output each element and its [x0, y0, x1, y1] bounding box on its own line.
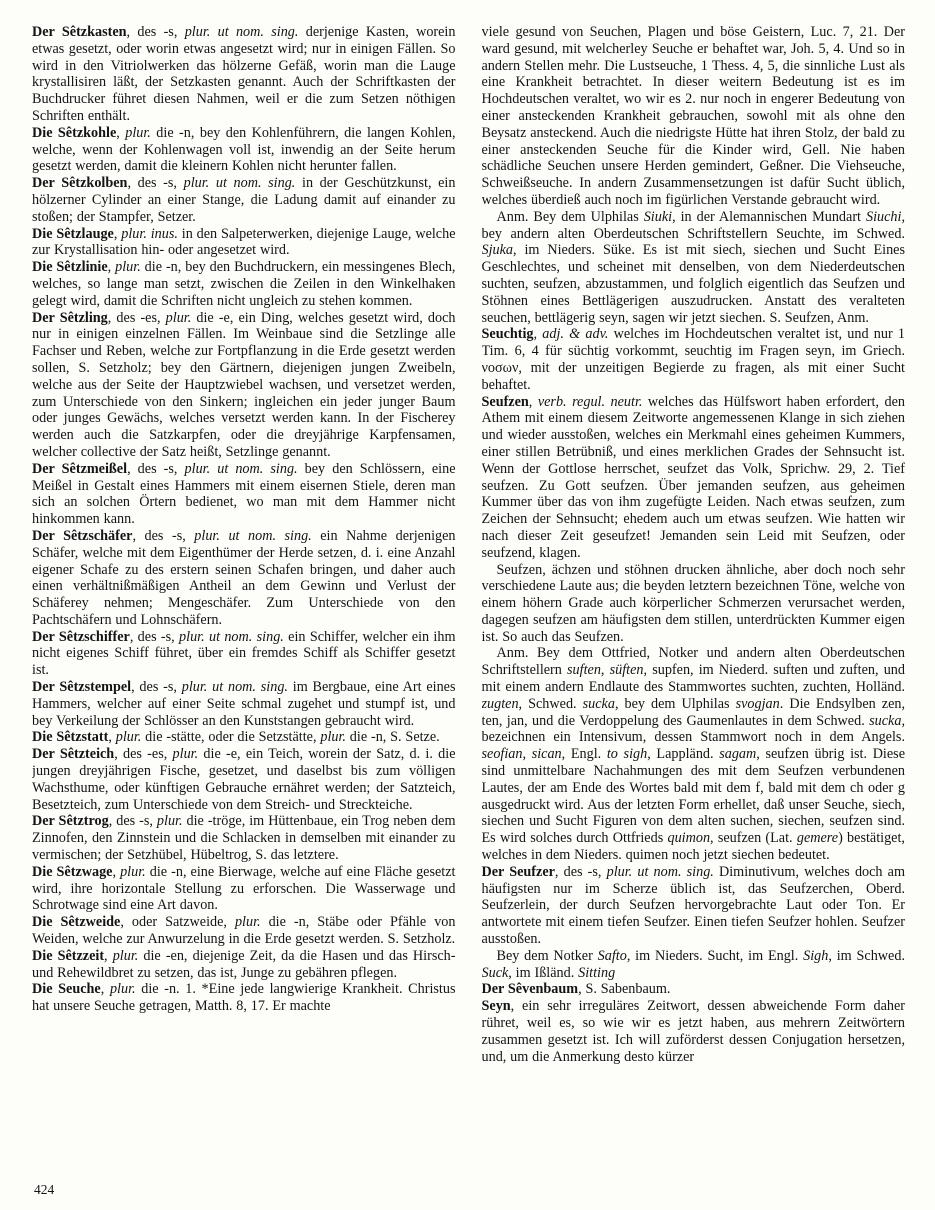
- grammar-label: plur.: [109, 981, 136, 998]
- entry-text: die -stätte, oder die Setzstätte,: [141, 729, 321, 746]
- entry-text: , des -s,: [127, 460, 185, 477]
- entry-headword: Der Sêtzschäfer: [32, 527, 133, 544]
- entry-headword: Der Sêtzteich: [32, 746, 115, 763]
- grammar-label: adj. & adv.: [542, 326, 609, 343]
- grammar-label: plur.: [156, 813, 183, 830]
- entry-headword: Die Seuche: [32, 981, 101, 998]
- grammar-label: svogjan: [735, 695, 780, 712]
- entry-seuche-continuation: [482, 24, 906, 209]
- entry-text: , im Schwed.: [828, 947, 905, 964]
- entry-text: , des -s,: [131, 679, 182, 696]
- entry-headword: Die Sêtzkohle: [32, 124, 117, 141]
- entry-text: , im Ißländ.: [508, 964, 579, 981]
- entry-text: ,: [112, 863, 121, 880]
- two-column-text-area: [32, 24, 905, 1065]
- grammar-label: plur. inus.: [121, 225, 178, 242]
- left-column: [32, 24, 456, 1065]
- grammar-label: sucka: [582, 695, 615, 712]
- grammar-label: plur.: [115, 729, 142, 746]
- entry-text: , des -s,: [126, 24, 185, 40]
- entry-setzlinie: [32, 259, 456, 309]
- entry-headword: Seuchtig: [481, 326, 534, 343]
- entry-headword: Der Sêtztrog: [32, 813, 109, 830]
- grammar-label: Siuchi: [865, 208, 902, 225]
- entry-text: , Lappländ.: [647, 746, 720, 763]
- grammar-label: seofian, sican: [481, 746, 562, 763]
- entry-sevenbaum: [482, 981, 906, 998]
- entry-text: , Engl.: [561, 746, 607, 763]
- entry-text: die -n, bey den Buchdruckern, ein messingenes Blech, welches, so lange man setzt, zwischen die Zeilen in den Winkelhaken gelegt wird, damit die Schriften nicht ungleich zu stehen kommen.: [32, 259, 456, 309]
- entry-text: die -n. 1. *Eine jede langwierige Krankheit. Christus hat unsere Seuche getragen, Matth. 8, 17. Er machte: [32, 981, 456, 1015]
- grammar-label: süften: [609, 662, 644, 679]
- entry-text: , Schwed.: [518, 695, 583, 712]
- entry-seuche: [32, 981, 456, 1015]
- entry-text: bey den Schlössern, eine Meißel in Gestalt eines Hammers mit einem eisernen Stiele, deren man sich an solchen Örtern bedienet, wo man mit dem Hammer nicht hinkommen kann.: [32, 460, 456, 528]
- grammar-label: plur. ut nom. sing.: [181, 679, 288, 696]
- grammar-label: plur.: [115, 259, 141, 276]
- entry-setzwage: [32, 864, 456, 914]
- entry-text: , oder Satzweide,: [120, 914, 235, 931]
- entry-setzzeit: [32, 948, 456, 982]
- entry-setzschaefer: [32, 528, 456, 629]
- entry-headword: Die Sêtzwage: [32, 863, 113, 880]
- entry-text: Bey dem Notker: [496, 947, 598, 964]
- entry-text: ,: [113, 225, 122, 242]
- page-number: 424: [34, 1182, 55, 1197]
- grammar-label: plur. ut nom. sing.: [179, 628, 284, 645]
- entry-text: , des -es,: [107, 309, 166, 326]
- grammar-label: plur.: [165, 309, 192, 326]
- entry-text: , ein sehr irreguläres Zeitwort, dessen abweichende Form daher rühret, weil es, so wie wir es jetzt haben, aus mehrern Zeitwörtern zusammen gesetzt ist. Ich will zuförderst dessen Conjugation hersetzen, und, um die Anmerkung desto kürzer: [481, 998, 905, 1065]
- entry-text: Anm. Bey dem Ottfried, Notker und andern alten Oberdeutschen Schriftstellern: [481, 645, 905, 679]
- entry-setztrog: [32, 813, 456, 863]
- entry-text: ,: [104, 947, 113, 964]
- entry-text: ,: [108, 729, 116, 746]
- entry-text: , im Nieders. Sucht, im Engl.: [626, 947, 804, 964]
- entry-headword: Der Sêtzkasten: [32, 24, 127, 40]
- entry-text: in der Geschützkunst, ein hölzerner Cylinder an einer Stange, die Ladung damit auf einander zu stoßen; der Stampfer, Setzer.: [32, 175, 456, 225]
- grammar-label: Sigh: [803, 947, 829, 964]
- entry-headword: Die Sêtzweide: [32, 914, 121, 931]
- grammar-label: zugten: [481, 695, 519, 712]
- grammar-label: plur.: [172, 746, 199, 763]
- entry-headword: Die Sêtzlauge: [32, 225, 114, 242]
- entry-text: im Bergbaue, eine Art eines Hammers, welcher auf einer Seite schmal zugehet und stumpf ist, und bey Verkeilung der Schlösser an den Kunststangen gebraucht wird.: [32, 679, 456, 729]
- seuche-anmerkung: [482, 209, 906, 327]
- grammar-label: plur.: [320, 729, 346, 746]
- entry-text: , in der Alemannischen Mundart: [672, 208, 866, 225]
- entry-headword: Seufzen: [481, 393, 529, 410]
- entry-headword: Der Seufzer: [481, 863, 555, 880]
- entry-text: , des -es,: [114, 746, 173, 763]
- grammar-label: plur.: [112, 947, 139, 964]
- entry-text: , des -s,: [132, 527, 195, 544]
- grammar-label: sagam: [719, 746, 757, 763]
- entry-text: ,: [116, 124, 126, 141]
- entry-text: , seufzen (Lat.: [710, 830, 797, 847]
- entry-text: die -n, Stäbe oder Pfähle von Weiden, welche zur Anwurzelung in die Erde gesetzt werden. S. Setzholz.: [32, 914, 456, 948]
- entry-setzstatt: [32, 729, 456, 746]
- entry-setzkolben: [32, 175, 456, 225]
- entry-text: ) bestätiget, welches in dem Nieders. quimen noch jetzt siechen bedeutet.: [481, 830, 905, 864]
- entry-text: , des -s,: [108, 813, 157, 830]
- grammar-label: sucka: [869, 712, 902, 729]
- entry-text: , des -s,: [129, 628, 180, 645]
- entry-text: ein Nahme derjenigen Schäfer, welche mit dem Eigenthümer der Herde setzen, d. i. eine Anzahl eigener Schafe zu des erstern seinen Schafen bringen, und daher auch einen verhältnißmäßigen Antheil an dem Gewinn und Verlust der Schäferey nehmen; Mengeschäfer. Zum Unterschiede von den Pachtschäfern und Lohnschäfern.: [32, 527, 456, 628]
- entry-setzkasten: [32, 24, 456, 125]
- entry-text: ,: [528, 393, 538, 410]
- entry-text: die -e, ein Teich, worein der Satz, d. i. die jungen dreyjährigen Fische, gesetzet, und daselbst bis zum völligen Wachsthume, oder künftigen Gebrauche ernähret werden; der Satzteich, Besetzteich, zum Unterschiede von dem Streich- und Streckteiche.: [32, 746, 456, 813]
- entry-text: , supfen, im Niederd. suften und zuften, und mit einem andern Endlaute des Stammwortes suchten, zuchten, Holländ.: [481, 662, 905, 696]
- entry-seuchtig: [482, 326, 906, 393]
- entry-text: , bezeichnen ein Intensivum, dessen Stammwort noch in dem Angels.: [481, 712, 905, 746]
- grammar-label: plur.: [234, 914, 261, 931]
- entry-setzschiffer: [32, 629, 456, 679]
- entry-headword: Der Sêtzstempel: [32, 679, 132, 696]
- entry-setzstempel: [32, 679, 456, 729]
- entry-text: die -n, S. Setze.: [345, 729, 440, 746]
- grammar-label: Sitting: [578, 964, 616, 981]
- entry-headword: Der Sêtzschiffer: [32, 628, 130, 645]
- entry-text: die -n, bey den Kohlenführern, die langen Kohlen, welche, wenn der Kohlenwagen voll ist, inwendig an der Seite herum gesetzt werden, damit die kleinern Kohlen nicht herunter fallen.: [32, 124, 456, 175]
- entry-headword: Seyn: [481, 998, 511, 1015]
- entry-text: derjenige Kasten, worein etwas gesetzt, oder worin etwas angesetzt wird; nur in einigen Fällen. So wird in den Vitriolwerken das hölzerne Gefäß, worin man die Lauge krystallisiren läßt, der Setzkasten genannt. Auch der Schriftkasten der Buchdrucker führet diesen Nahmen, weil er die zum Setzen nöthigen Schriften enthält.: [32, 24, 456, 124]
- entry-text: , S. Sabenbaum.: [578, 981, 671, 998]
- entry-text: die -tröge, im Hüttenbaue, ein Trog neben dem Zinnofen, den Zinnstein und die Schlacken in demselben mit einander zu vermischen; der Setzhübel, Hübeltrog, S. das letztere.: [32, 813, 456, 864]
- grammar-label: plur. ut nom. sing.: [184, 460, 298, 477]
- entry-headword: Die Sêtzstatt: [32, 729, 109, 746]
- grammar-label: verb. regul. neutr.: [537, 393, 643, 410]
- entry-text: ,: [107, 259, 116, 276]
- seufzer-anmerkung: [482, 948, 906, 982]
- right-column: [482, 24, 906, 1065]
- grammar-label: to sigh: [606, 746, 648, 763]
- entry-setzling: [32, 310, 456, 461]
- entry-text: , bey andern alten Oberdeutschen Schriftstellern Seuchte, im Schwed.: [481, 208, 905, 242]
- entry-text: , des -s,: [554, 863, 607, 880]
- grammar-label: Suck: [481, 964, 509, 981]
- entry-text: die -en, diejenige Zeit, da die Hasen und das Hirsch- und Rehewildbret zu setzen, das ist, Junge zu gebähren pflegen.: [32, 947, 456, 981]
- grammar-label: Safto: [597, 947, 627, 964]
- grammar-label: Sjuka: [481, 242, 514, 259]
- entry-seufzer: [482, 864, 906, 948]
- entry-text: viele gesund von Seuchen, Plagen und böse Geistern, Luc. 7, 21. Der ward gesund, mit welcherley Seuche er behaftet war, Joh. 5, 4. Und so in andern Stellen mehr. Die Lustseuche, 1 Thess. 4, 5, die sinnliche Lust als eine Krankheit betrachtet. In dieser weitern Bedeutung ist es im Hochdeutschen veraltet, wo wir es 2. nur noch in engerer Bedeutung von einer ansteckenden Krankheit gebrauchen, sowohl mit als ohne den Beysatz ansteckend. Auch die niedrigste Hütte hat ihren Stolz, der bald zu einer ansteckenden Seuche für die Kinder wird, Gell. Nie haben schädliche Seuchen unsere Herden gemindert, Geßner. Die Viehseuche, Schweißseuche. In andern Zusammensetzungen ist dafür Sucht üblich, welches überdieß auch noch im figürlichen Verstande gebraucht wird.: [481, 24, 905, 208]
- entry-text: Seufzen, ächzen und stöhnen drucken ähnliche, aber doch noch sehr verschiedene Laute aus; die beyden letztern bezeichnen Töne, welche von einem höhern Grade auch körperlicher Schmerzen verursachet werden, dagegen seufzen am häufigsten dem stillen, unterdrückten Kummer eigen ist. So auch das Seufzen.: [481, 561, 905, 645]
- grammar-label: quimon: [667, 830, 711, 847]
- entry-seyn: [482, 998, 906, 1065]
- entry-setzlauge: [32, 226, 456, 260]
- grammar-label: plur. ut nom. sing.: [184, 24, 299, 40]
- grammar-label: gemere: [796, 830, 839, 847]
- entry-text: ein Schiffer, welcher ein ihm nicht eigenes Schiff führet, über ein fremdes Schiff als Schiffer gesetzt ist.: [32, 628, 456, 679]
- entry-headword: Der Sêtzmeißel: [32, 460, 128, 477]
- entry-seufzen: [482, 394, 906, 562]
- grammar-label: plur.: [120, 863, 146, 880]
- entry-setzkohle: [32, 125, 456, 175]
- entry-text: welches das Hülfswort haben erfordert, den Athem mit einem diesem Zeitworte angemessenen Klange in sich ziehen und wieder ausstoßen, welches ein Merkmahl eines geheimen Kummers, einer stillen Betrübniß, und eines merklichen Grades der Sehnsucht ist. Wenn der Gottlose herrschet, seufzet das Volk, Sprichw. 29, 2. Tief seufzen. Zu Gott seufzen. Über jemanden seufzen, aus geheimen Kummer über das von ihm zugefügte Leiden. Nach etwas seufzen, zum Zeichen der Sehnsucht; ehedem auch um etwas seufzen. Wie hatten wir nach dieser Zeit geseufzet! Jemanden sein Leid mit Seufzen, oder seufzend, klagen.: [481, 393, 905, 561]
- grammar-label: plur. ut nom. sing.: [183, 175, 296, 192]
- entry-headword: Der Sêtzkolben: [32, 175, 128, 192]
- grammar-label: plur. ut nom. sing.: [194, 527, 312, 544]
- seufzen-synonymik: [482, 562, 906, 646]
- entry-setzteich: [32, 746, 456, 813]
- grammar-label: plur.: [125, 124, 151, 141]
- entry-text: , des -s,: [127, 175, 184, 192]
- entry-text: ,: [100, 981, 110, 998]
- entry-setzmeissel: [32, 461, 456, 528]
- entry-text: Diminutivum, welches doch am häufigsten nur im Scherze üblich ist, das Seufzerchen, Oberd. Seufzerlein, der durch Seufzen hervorgebrachte Laut oder Ton. Er antwortete mit einem tiefen Seufzer. Einen tiefen Seufzer hohlen. Seufzer ausstoßen.: [481, 863, 905, 948]
- grammar-label: Siuki: [643, 208, 673, 225]
- entry-text: Anm. Bey dem Ulphilas: [496, 208, 644, 225]
- entry-text: ,: [533, 326, 543, 343]
- entry-text: , bey dem Ulphilas: [614, 695, 736, 712]
- grammar-label: plur. ut nom. sing.: [606, 863, 714, 880]
- entry-text: , im Nieders. Süke. Es ist mit siech, siechen und Sucht Eines Geschlechtes, und scheinet mit denselben, von dem Niederdeutschen suchten, seufzen, abzustammen, und folglich eigentlich das Seufzen und Stöhnen eines Bettlägerigen auszudrucken. Anstatt des veralteten seuchen, bettlägerig seyn, sagen wir jetzt siechen. S. Seufzen, Anm.: [481, 242, 905, 326]
- entry-text: . Die Endsylben zen, ten, jan, und die Verdoppelung des Gaumenlautes in dem Schwed.: [481, 695, 905, 729]
- entry-headword: Die Sêtzzeit: [32, 947, 105, 964]
- grammar-label: suften: [567, 662, 601, 679]
- entry-text: die -n, eine Bierwage, welche auf eine Fläche gesetzt wird, ihre horizontale Stellung zu erforschen. Die Wasserwage und Schrotwage sind eine Art davon.: [32, 863, 456, 914]
- entry-text: die -e, ein Ding, welches gesetzt wird, doch nur in einigen einzelnen Fällen. Im Weinbaue sind die Setzlinge alle Fachser und Reben, welche zur Fortpflanzung in die Erde gesetzt werden sollen, S. Setzholz; bey den Gärtnern, diejenigen jungen Zweibeln, welche aus der Seite der Hauptzwiebel wachsen, und versetzet werden, zum Unterschiede von den Sinkern; ingleichen ein jeder junger Baum oder junges Gewächs, welches versetzt werden kann. In der Fischerey werden auch die Satzkarpfen, oder die dreyjährige Karpfensamen, welcher collective der Satz heißt, Setzlinge genannt.: [32, 309, 456, 460]
- entry-setzweide: [32, 914, 456, 948]
- entry-headword: Der Sêvenbaum: [481, 981, 579, 998]
- entry-text: in den Salpeterwerken, diejenige Lauge, welche zur Krystallisation hin- oder angesetzet wird.: [32, 225, 456, 259]
- entry-text: welches im Hochdeutschen veraltet ist, und nur 1 Tim. 6, 4 für süchtig vorkommt, seuchtig im Fragen seyn, im Griech. νοσων, mit der unzeitigen Begierde zu fragen, als mit einer Sucht behaftet.: [481, 326, 905, 393]
- entry-text: , seufzen übrig ist. Diese sind unmittelbare Nachahmungen des mit dem Seufzen verbundenen Lautes, der am Ende des Wortes bald mit dem f, bald mit dem ch oder g ausgedruckt wird. Aus der letzten Form erhellet, daß unser Seuche, siech, siechen und Sucht Figuren von dem alten suchen, siechen, seufzen sind. Es wird solches durch Ottfrieds: [481, 746, 905, 847]
- entry-headword: Die Sêtzlinie: [32, 259, 108, 276]
- entry-text: ,: [600, 662, 610, 679]
- seufzen-anmerkung: [482, 645, 906, 863]
- entry-headword: Der Sêtzling: [32, 309, 108, 326]
